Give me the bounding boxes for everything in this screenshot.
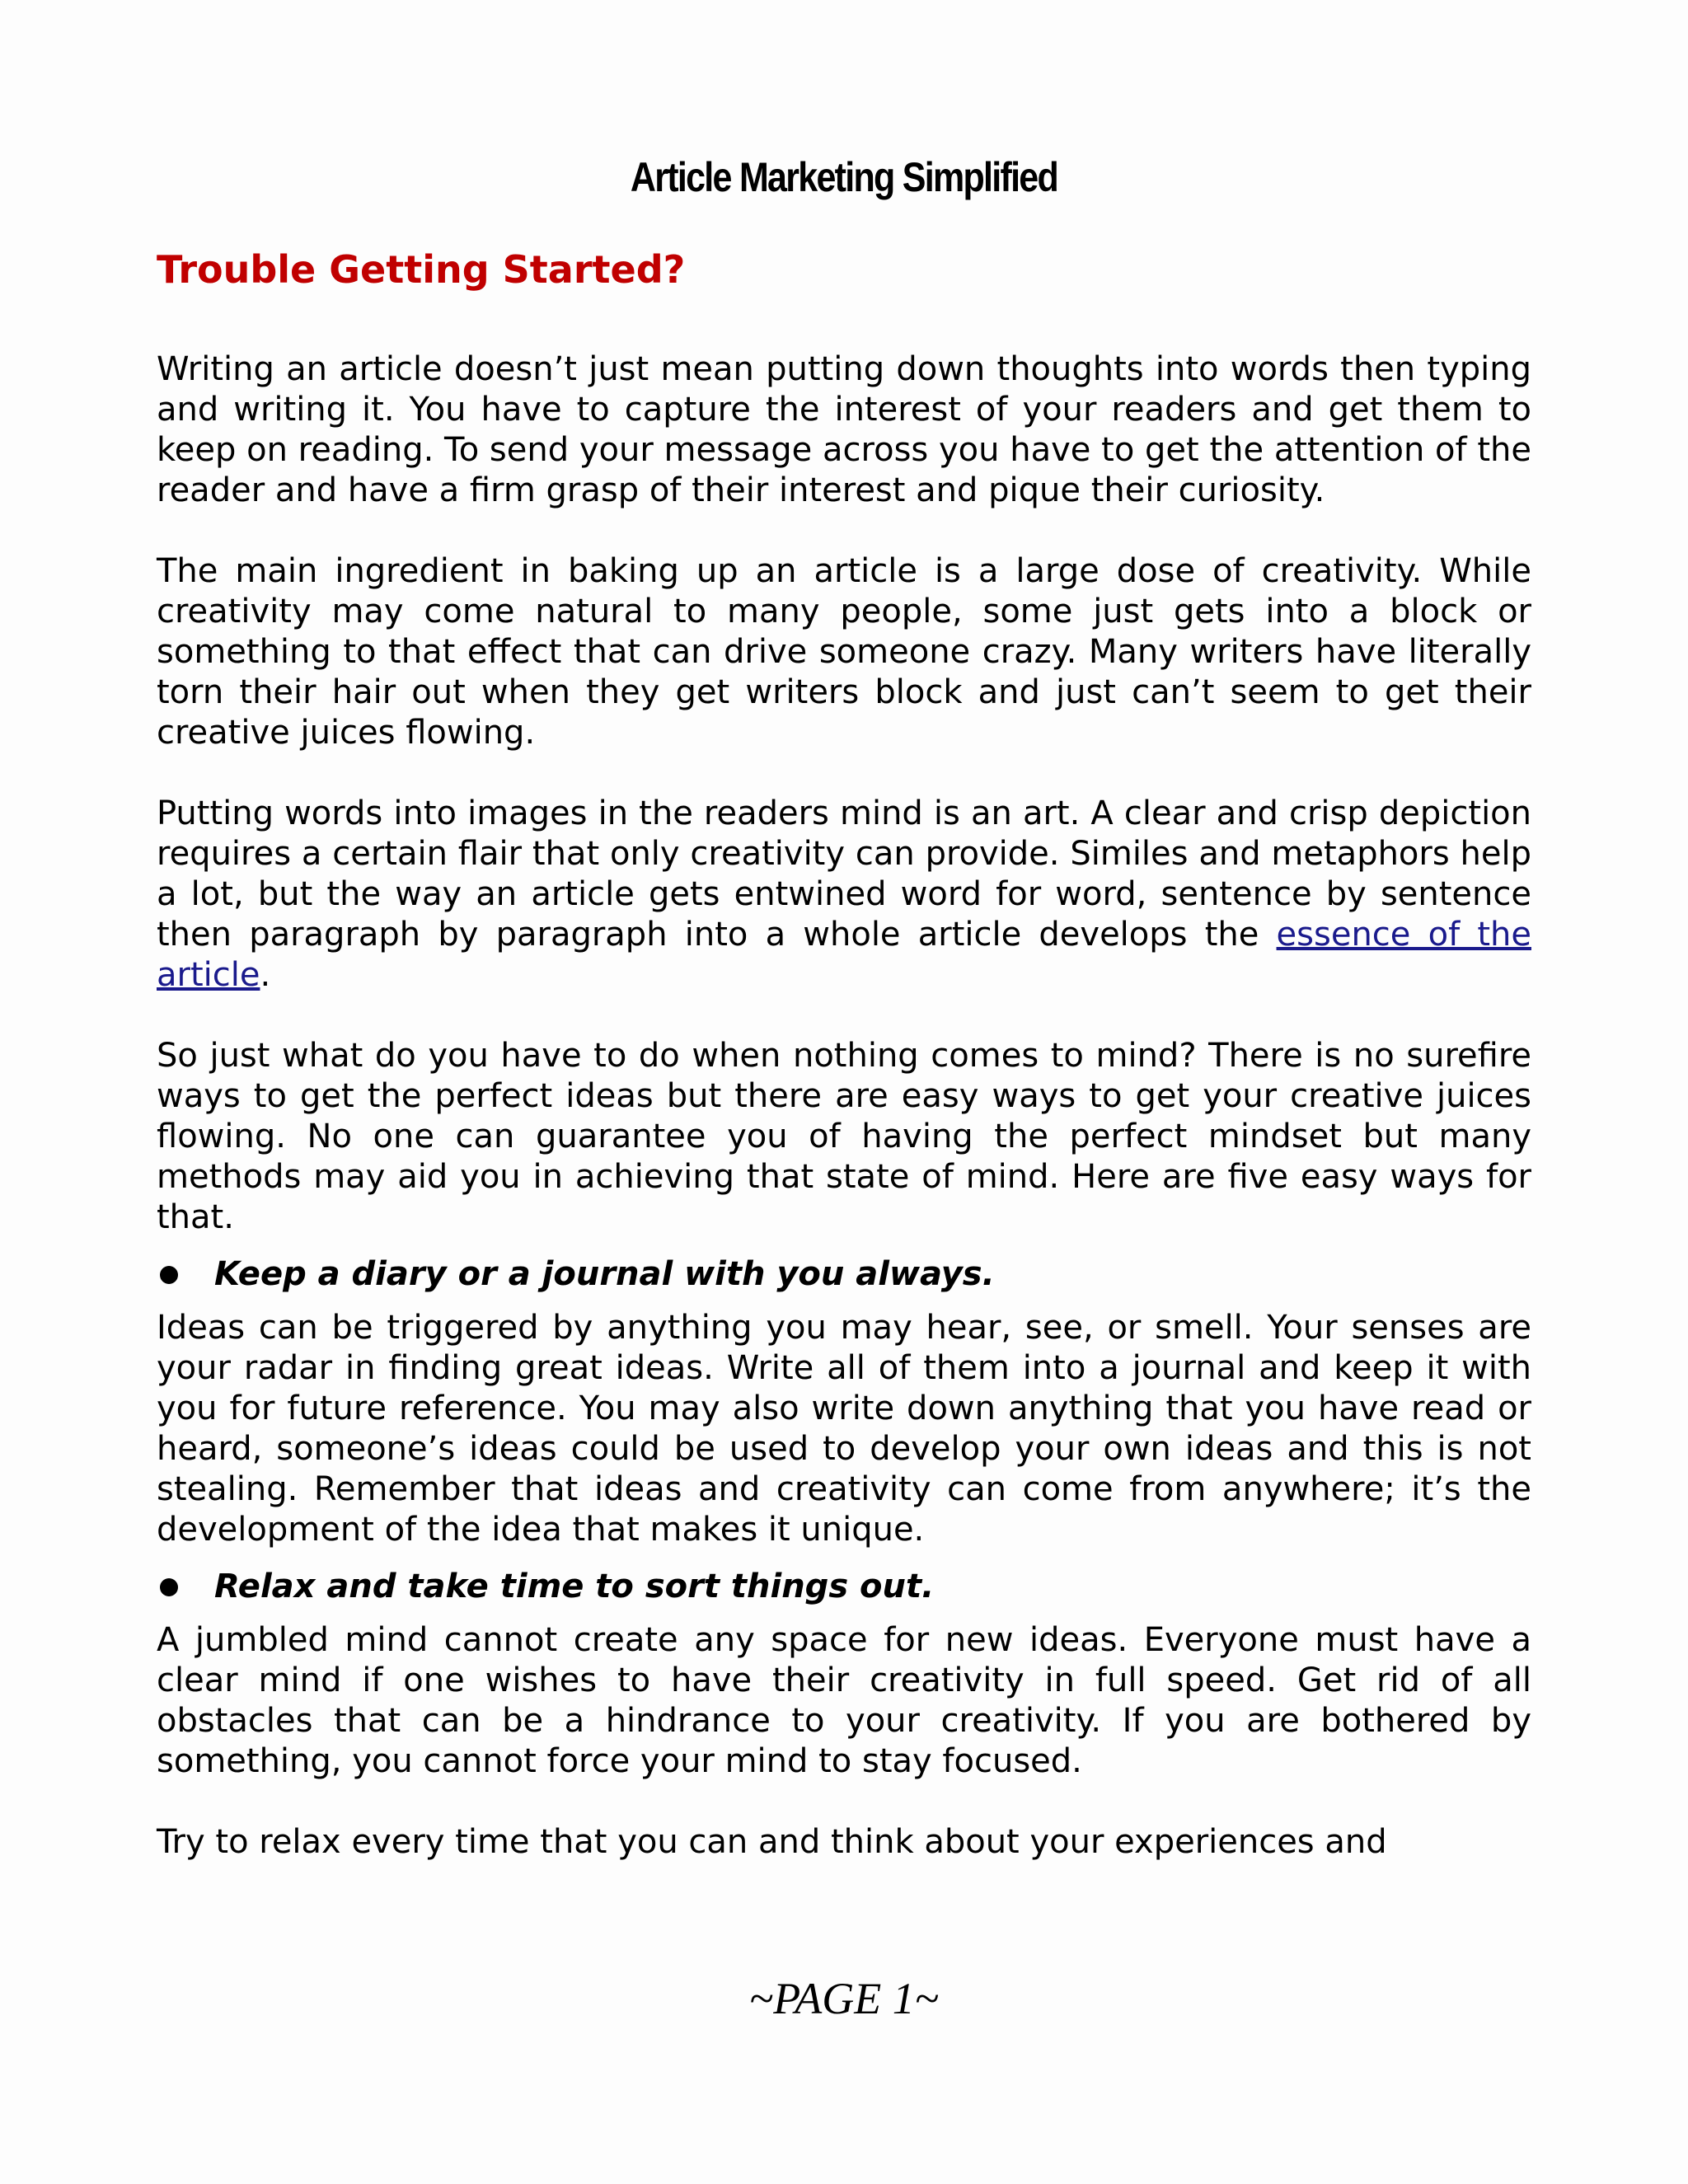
paragraph-2: The main ingredient in baking up an article is a large dose of creativity. While creativity may come natural to many people, some just gets into a block or something to that effect that can drive someone crazy. Many writers have literally torn their hair out when they get writers block and just can’t seem to get their creative juices flowing. [157,552,1531,752]
paragraph-6: A jumbled mind cannot create any space for new ideas. Everyone must have a clear mind if one wishes to have their creativity in full speed. Get rid of all obstacles that can be a hindrance to your creativity. If you are bothered by something, you cannot force your mind to stay focused. [157,1621,1531,1780]
essence-of-article-link[interactable]: essence of the article [157,916,1531,994]
bullet-2-text: Relax and take time to sort things out. [214,1568,935,1605]
article-body [157,349,1531,1863]
paragraph-1: Writing an article doesn’t just mean putting down thoughts into words then typing and writing it. You have to capture the interest of your readers and get them to keep on reading. To send your message across you have to get the attention of the reader and have a firm grasp of their interest and pique their curiosity. [157,350,1531,509]
page-footer: ~PAGE 1~ [749,1974,939,2023]
paragraph-5: Ideas can be triggered by anything you may hear, see, or smell. Your senses are your radar in finding great ideas. Write all of them into a journal and keep it with you for future reference. You may also write down anything that you have read or heard, someone’s ideas could be used to develop your own ideas and this is not stealing. Remember that ideas and creativity can come from anywhere; it’s the development of the idea that makes it unique. [157,1309,1531,1549]
bullet-item-1 [157,1254,1531,1295]
paragraph-3 [157,794,1531,996]
bullet-item-2 [157,1567,1531,1607]
bullet-dot-icon [160,1578,178,1596]
bullet-dot-icon [160,1266,178,1284]
document-title: Article Marketing Simplified [630,154,1058,200]
paragraph-3-text: Putting words into images in the readers mind is an art. A clear and crisp depiction requires a certain flair that only creativity can provide. Similes and metaphors help a lot, but the way an article gets entwined word for word, sentence by sentence then paragraph by paragraph into a whole article develops the [157,794,1531,954]
paragraph-3-end: . [260,956,271,994]
paragraph-7: Try to relax every time that you can and think about your experiences and [157,1823,1387,1861]
paragraph-4: So just what do you have to do when nothing comes to mind? There is no surefire ways to get the perfect ideas but there are easy ways to get your creative juices flowing. No one can guarantee you of having the perfect mindset but many methods may aid you in achieving that state of mind. Here are five easy ways for that. [157,1037,1531,1236]
bullet-1-text: Keep a diary or a journal with you always. [214,1255,995,1293]
section-heading: Trouble Getting Started? [157,247,686,292]
